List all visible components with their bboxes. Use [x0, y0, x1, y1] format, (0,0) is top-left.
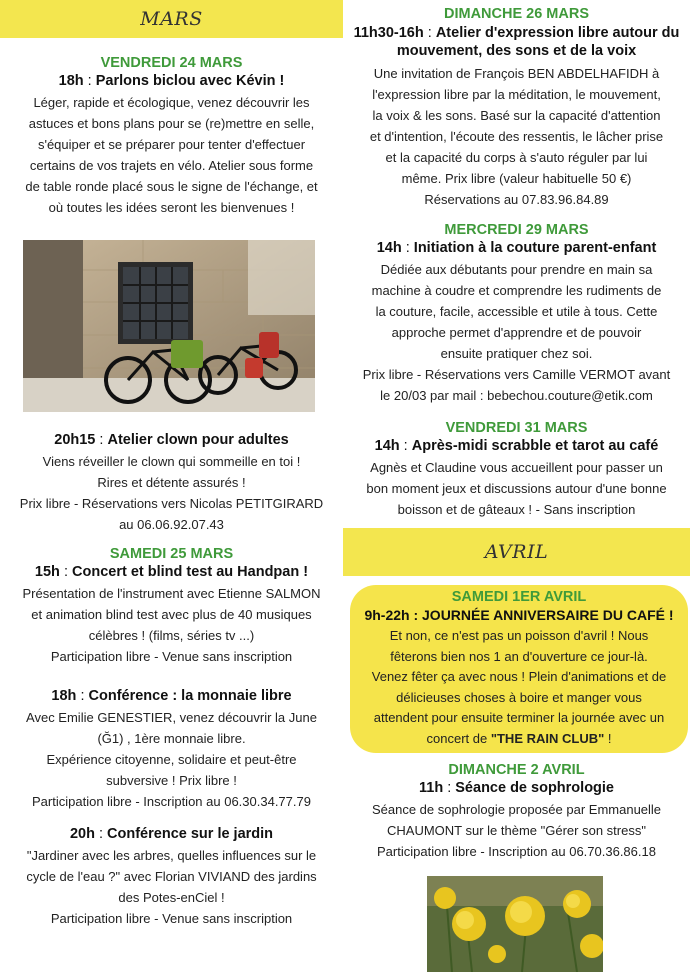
event-description: Et non, ce n'est pas un poisson d'avril ! Nous fêterons bien nos 1 an d'ouverture ce jour-là. Venez fêter ça avec nous ! Plein d'animations et de délicieuses choses à boire et manger vous attendent pour ensuite terminer la journée avec un concert de "THE RAIN CLUB" !	[371, 628, 667, 746]
month-banner-mars: MARS	[0, 0, 343, 38]
event-monnaie-libre	[0, 686, 343, 812]
event-description: Viens réveiller le clown qui sommeille en toi ! Rires et détente assurés ! Prix libre - Réservations vers Nicolas PETITGIRARD au 06.06.92.07.43	[19, 454, 324, 532]
event-description: Une invitation de François BEN ABDELHAFIDH à l'expression libre par la méditation, le mouvement, la voix & les sons. Basé sur la capacité d'attention et d'intention, l'écoute des ressentis, le lâcher prise et la capacité du corps à s'auto réguler par lui même. Prix libre (valeur habituelle 50 €) Réservations au 07.83.96.84.89	[369, 66, 664, 207]
event-description: Séance de sophrologie proposée par Emmanuelle CHAUMONT sur le thème "Gérer son stress" Participation libre - Inscription au 06.70.36.86.18	[371, 802, 662, 859]
event-title: 9h-22h : JOURNÉE ANNIVERSAIRE DU CAFÉ !	[364, 607, 674, 623]
event-title: 18h : Parlons biclou avec Kévin !	[58, 73, 285, 89]
event-description: Léger, rapide et écologique, venez découvrir les astuces et bons plans pour se (re)mettre en selle, s'équiper et se préparer pour tenter d'effectuer certains de vos trajets en vélo. Atelier sous forme de table ronde placé sous le signe de l'échange, et où toutes les idées seront les bienvenues !	[25, 95, 318, 215]
month-banner-avril: AVRIL	[343, 528, 690, 576]
event-title: 14h : Après-midi scrabble et tarot au café	[374, 438, 659, 454]
event-day-sun2	[343, 762, 690, 862]
event-day-sun26	[343, 6, 690, 210]
event-description: Agnès et Claudine vous accueillent pour passer un bon moment jeux et discussions autour d'une bonne boisson et de gâteaux ! - Sans inscription	[366, 460, 667, 517]
bicycles-photo	[23, 240, 315, 412]
event-clown	[0, 430, 343, 535]
left-column	[0, 0, 343, 926]
event-title: 18h : Conférence : la monnaie libre	[51, 688, 292, 704]
day-heading: SAMEDI 1ER AVRIL	[451, 589, 587, 605]
event-day-fri24	[0, 55, 343, 218]
yellow-flowers-photo	[427, 876, 603, 972]
day-heading: VENDREDI 24 MARS	[100, 55, 243, 71]
event-title: 15h : Concert et blind test au Handpan !	[34, 564, 309, 580]
event-title: 11h30-16h : Atelier d'expression libre autour du mouvement, des sons et de la voix	[353, 25, 680, 59]
event-description: Avec Emilie GENESTIER, venez découvrir la June (Ğ1) , 1ère monnaie libre. Expérience citoyenne, solidaire et peut-être subversive ! Prix libre ! Participation libre - Inscription au 06.30.34.77.79	[26, 710, 317, 809]
event-description: "Jardiner avec les arbres, quelles influences sur le cycle de l'eau ?" avec Florian VIVIAND des jardins des Potes-enCiel ! Participation libre - Venue sans inscription	[26, 848, 317, 926]
event-day-wed29	[343, 222, 690, 406]
event-title: 11h : Séance de sophrologie	[418, 780, 615, 796]
event-description: Présentation de l'instrument avec Etienne SALMON et animation blind test avec plus de 40 musiques célèbres ! (films, séries tv ...) Participation libre - Venue sans inscription	[22, 586, 321, 664]
event-title: 20h : Conférence sur le jardin	[69, 826, 274, 842]
event-day-sat25	[0, 546, 343, 667]
event-description: Dédiée aux débutants pour prendre en main sa machine à coudre et comprendre les rudiments de la couture, facile, accessible et utile à tous. Cette approche permet d'apprendre et de pouvoir ensuite pratiquer chez soi. Prix libre - Réservations vers Camille VERMOT avant le 20/03 par mail : bebechou.couture@etik.com	[362, 262, 671, 403]
event-title: 14h : Initiation à la couture parent-enfant	[376, 240, 657, 256]
band-name: "THE RAIN CLUB"	[490, 730, 605, 746]
day-heading: VENDREDI 31 MARS	[445, 420, 588, 436]
day-heading: SAMEDI 25 MARS	[109, 546, 234, 562]
event-day-fri31	[343, 420, 690, 520]
event-jardin	[0, 824, 343, 929]
event-title: 20h15 : Atelier clown pour adultes	[54, 432, 289, 448]
day-heading: DIMANCHE 2 AVRIL	[448, 762, 585, 778]
day-heading: DIMANCHE 26 MARS	[443, 6, 589, 22]
anniversary-highlight-box	[350, 585, 688, 753]
day-heading: MERCREDI 29 MARS	[444, 222, 589, 238]
